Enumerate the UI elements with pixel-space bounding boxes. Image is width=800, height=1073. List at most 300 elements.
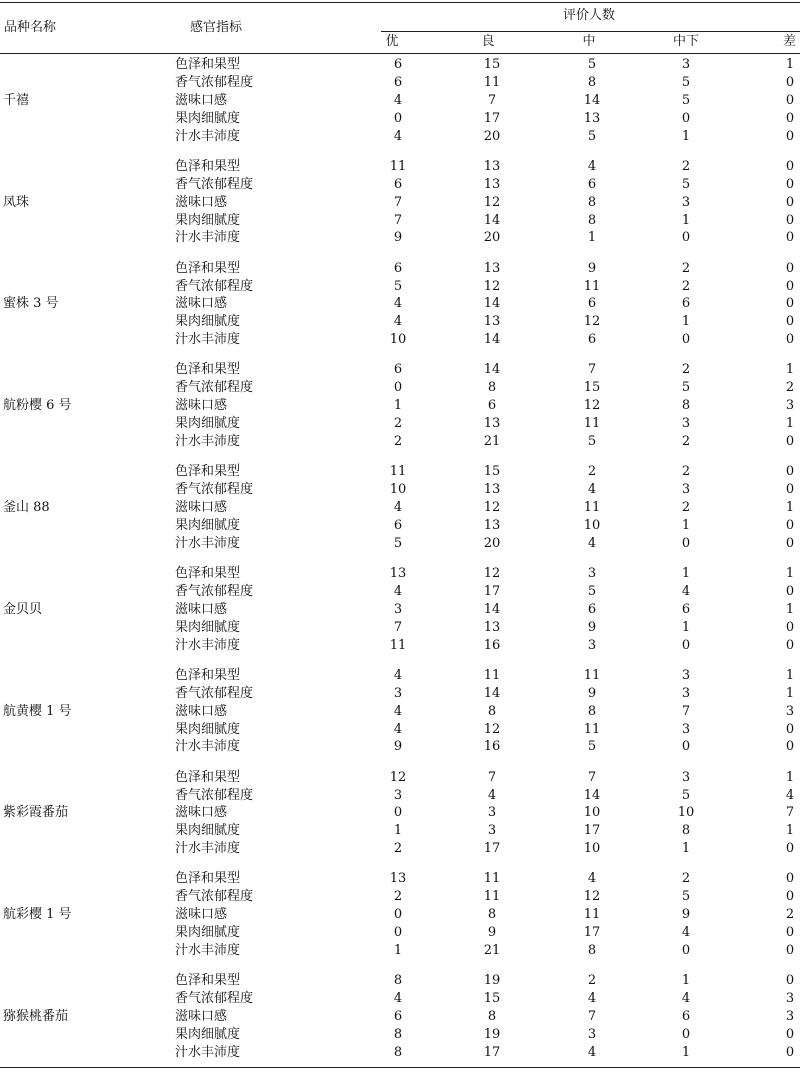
- count-cell: 7: [681, 703, 691, 719]
- count-cell: 0: [393, 110, 403, 126]
- count-cell: 1: [681, 517, 691, 533]
- count-cell: 20: [483, 230, 501, 246]
- count-cell: 0: [785, 314, 795, 330]
- count-cell: 17: [583, 823, 601, 839]
- count-cell: 7: [587, 769, 597, 785]
- count-cell: 0: [785, 841, 795, 857]
- count-cell: 1: [785, 769, 795, 785]
- sensory-indicator-cell: 滋味口感: [175, 907, 228, 923]
- sensory-indicator-cell: 色泽和果型: [175, 871, 241, 887]
- count-cell: 2: [587, 973, 597, 989]
- count-cell: 0: [681, 535, 691, 551]
- count-cell: 3: [681, 667, 691, 683]
- count-cell: 2: [393, 434, 403, 449]
- count-cell: 6: [393, 1009, 403, 1024]
- count-cell: 0: [785, 1044, 795, 1060]
- count-cell: 12: [483, 500, 501, 515]
- count-cell: 13: [483, 482, 501, 498]
- count-cell: 13: [483, 416, 501, 432]
- count-cell: 1: [681, 619, 691, 635]
- count-cell: 2: [681, 871, 691, 887]
- count-cell: 11: [389, 158, 407, 174]
- count-cell: 6: [587, 296, 597, 312]
- count-cell: 16: [483, 739, 501, 755]
- count-cell: 1: [785, 57, 795, 72]
- count-cell: 11: [389, 464, 407, 480]
- count-cell: 0: [785, 110, 795, 126]
- sensory-indicator-cell: 果肉细腻度: [175, 314, 241, 330]
- count-cell: 2: [681, 464, 691, 480]
- count-cell: 17: [583, 925, 601, 941]
- count-cell: 8: [487, 1009, 497, 1024]
- sensory-indicator-cell: 色泽和果型: [175, 769, 241, 785]
- count-cell: 1: [785, 566, 795, 581]
- count-cell: 0: [785, 535, 795, 551]
- count-cell: 10: [583, 805, 601, 821]
- count-cell: 5: [587, 128, 597, 144]
- count-cell: 13: [483, 158, 501, 174]
- count-cell: 9: [393, 739, 403, 755]
- count-cell: 1: [785, 823, 795, 839]
- count-cell: 7: [393, 619, 403, 635]
- count-cell: 6: [587, 332, 597, 348]
- count-cell: 4: [393, 667, 403, 683]
- group-header-rule: [381, 31, 800, 32]
- count-cell: 14: [483, 296, 501, 312]
- count-cell: 4: [393, 296, 403, 312]
- count-cell: 12: [583, 398, 601, 414]
- count-cell: 0: [785, 721, 795, 737]
- count-cell: 12: [483, 278, 501, 294]
- count-cell: 12: [483, 721, 501, 737]
- count-cell: 4: [393, 721, 403, 737]
- count-cell: 4: [393, 128, 403, 144]
- sensory-indicator-cell: 果肉细腻度: [175, 212, 241, 228]
- count-cell: 8: [487, 703, 497, 719]
- sensory-indicator-cell: 色泽和果型: [175, 667, 241, 683]
- count-cell: 3: [393, 685, 403, 701]
- sensory-indicator-cell: 汁水丰沛度: [175, 1044, 241, 1060]
- count-cell: 5: [587, 434, 597, 449]
- count-cell: 3: [681, 57, 691, 72]
- sensory-indicator-cell: 果肉细腻度: [175, 619, 241, 635]
- count-cell: 8: [393, 1026, 403, 1042]
- count-cell: 0: [785, 74, 795, 90]
- variety-name: 紫彩霞番茄: [3, 805, 69, 821]
- count-cell: 3: [587, 1026, 597, 1042]
- count-cell: 0: [785, 158, 795, 174]
- sensory-indicator-cell: 滋味口感: [175, 500, 228, 515]
- count-cell: 2: [681, 260, 691, 276]
- count-cell: 3: [487, 805, 497, 821]
- header-variety-name: 品种名称: [4, 20, 57, 35]
- count-cell: 0: [785, 889, 795, 905]
- count-cell: 10: [583, 841, 601, 857]
- count-cell: 0: [681, 110, 691, 126]
- count-cell: 13: [583, 110, 601, 126]
- sensory-indicator-cell: 汁水丰沛度: [175, 434, 241, 449]
- count-cell: 14: [483, 601, 501, 617]
- count-cell: 1: [785, 667, 795, 683]
- count-cell: 0: [681, 1026, 691, 1042]
- count-cell: 1: [681, 128, 691, 144]
- count-cell: 12: [389, 769, 407, 785]
- count-cell: 0: [785, 332, 795, 348]
- count-cell: 11: [483, 667, 501, 683]
- bottom-rule: [0, 1067, 800, 1068]
- count-cell: 11: [583, 667, 601, 683]
- count-cell: 1: [785, 500, 795, 515]
- count-cell: 0: [785, 973, 795, 989]
- count-cell: 4: [785, 787, 795, 803]
- count-cell: 14: [583, 92, 601, 108]
- count-cell: 14: [483, 212, 501, 228]
- count-cell: 2: [681, 362, 691, 378]
- count-cell: 2: [393, 841, 403, 857]
- variety-name: 猕猴桃番茄: [3, 1009, 69, 1024]
- variety-name: 金贝贝: [3, 601, 43, 617]
- count-cell: 14: [483, 362, 501, 378]
- count-cell: 10: [389, 332, 407, 348]
- count-cell: 13: [483, 176, 501, 192]
- count-cell: 4: [393, 314, 403, 330]
- sensory-indicator-cell: 汁水丰沛度: [175, 128, 241, 144]
- count-cell: 9: [393, 230, 403, 246]
- count-cell: 4: [587, 158, 597, 174]
- count-cell: 5: [681, 92, 691, 108]
- count-cell: 0: [681, 739, 691, 755]
- sensory-indicator-cell: 汁水丰沛度: [175, 637, 241, 653]
- count-cell: 12: [583, 889, 601, 905]
- count-cell: 0: [785, 619, 795, 635]
- count-cell: 0: [785, 212, 795, 228]
- sensory-indicator-cell: 香气浓郁程度: [175, 583, 254, 599]
- count-cell: 0: [393, 805, 403, 821]
- count-cell: 11: [389, 637, 407, 653]
- count-cell: 3: [587, 566, 597, 581]
- sensory-indicator-cell: 滋味口感: [175, 601, 228, 617]
- count-cell: 3: [681, 721, 691, 737]
- header-grade-good: 良: [481, 34, 495, 49]
- sensory-indicator-cell: 香气浓郁程度: [175, 991, 254, 1007]
- count-cell: 11: [483, 871, 501, 887]
- count-cell: 5: [681, 787, 691, 803]
- count-cell: 0: [785, 260, 795, 276]
- count-cell: 4: [393, 991, 403, 1007]
- count-cell: 5: [681, 380, 691, 396]
- count-cell: 3: [393, 601, 403, 617]
- count-cell: 11: [583, 278, 601, 294]
- count-cell: 6: [587, 176, 597, 192]
- count-cell: 21: [483, 434, 501, 449]
- count-cell: 6: [393, 517, 403, 533]
- header-bottom-rule: [0, 53, 800, 54]
- count-cell: 11: [583, 500, 601, 515]
- count-cell: 0: [785, 434, 795, 449]
- count-cell: 0: [785, 128, 795, 144]
- count-cell: 1: [681, 841, 691, 857]
- sensory-indicator-cell: 汁水丰沛度: [175, 535, 241, 551]
- header-grade-below-average: 中下: [672, 34, 700, 49]
- count-cell: 6: [393, 57, 403, 72]
- sensory-indicator-cell: 色泽和果型: [175, 158, 241, 174]
- count-cell: 0: [785, 925, 795, 941]
- count-cell: 8: [587, 212, 597, 228]
- count-cell: 11: [583, 907, 601, 923]
- variety-name: 凤珠: [3, 194, 30, 210]
- count-cell: 13: [389, 871, 407, 887]
- count-cell: 2: [681, 158, 691, 174]
- count-cell: 5: [393, 535, 403, 551]
- sensory-indicator-cell: 香气浓郁程度: [175, 889, 254, 905]
- count-cell: 8: [393, 973, 403, 989]
- count-cell: 0: [681, 230, 691, 246]
- count-cell: 6: [681, 601, 691, 617]
- sensory-indicator-cell: 果肉细腻度: [175, 823, 241, 839]
- count-cell: 0: [785, 637, 795, 653]
- sensory-indicator-cell: 果肉细腻度: [175, 1026, 241, 1042]
- count-cell: 4: [393, 583, 403, 599]
- count-cell: 2: [785, 907, 795, 923]
- sensory-indicator-cell: 香气浓郁程度: [175, 176, 254, 192]
- count-cell: 5: [587, 583, 597, 599]
- count-cell: 12: [583, 314, 601, 330]
- count-cell: 1: [785, 362, 795, 378]
- sensory-indicator-cell: 汁水丰沛度: [175, 332, 241, 348]
- count-cell: 4: [681, 583, 691, 599]
- count-cell: 2: [785, 380, 795, 396]
- count-cell: 0: [785, 943, 795, 958]
- count-cell: 12: [483, 566, 501, 581]
- count-cell: 17: [483, 841, 501, 857]
- count-cell: 7: [393, 212, 403, 228]
- count-cell: 3: [681, 685, 691, 701]
- count-cell: 3: [587, 637, 597, 653]
- count-cell: 5: [393, 278, 403, 294]
- sensory-indicator-cell: 滋味口感: [175, 1009, 228, 1024]
- variety-name: 航粉樱 6 号: [3, 398, 72, 414]
- sensory-indicator-cell: 香气浓郁程度: [175, 787, 254, 803]
- count-cell: 4: [681, 925, 691, 941]
- count-cell: 4: [681, 991, 691, 1007]
- count-cell: 1: [681, 1044, 691, 1060]
- count-cell: 17: [483, 1044, 501, 1060]
- count-cell: 1: [785, 416, 795, 432]
- count-cell: 8: [587, 74, 597, 90]
- count-cell: 14: [483, 685, 501, 701]
- sensory-indicator-cell: 果肉细腻度: [175, 721, 241, 737]
- count-cell: 8: [681, 823, 691, 839]
- sensory-indicator-cell: 滋味口感: [175, 296, 228, 312]
- count-cell: 4: [393, 703, 403, 719]
- count-cell: 5: [681, 889, 691, 905]
- variety-name: 蜜株 3 号: [3, 296, 59, 312]
- count-cell: 0: [393, 380, 403, 396]
- count-cell: 9: [487, 925, 497, 941]
- count-cell: 6: [393, 260, 403, 276]
- sensory-indicator-cell: 香气浓郁程度: [175, 74, 254, 90]
- count-cell: 0: [785, 176, 795, 192]
- count-cell: 2: [681, 434, 691, 449]
- count-cell: 2: [393, 889, 403, 905]
- count-cell: 0: [393, 925, 403, 941]
- sensory-indicator-cell: 香气浓郁程度: [175, 278, 254, 294]
- variety-name: 千禧: [3, 92, 30, 108]
- count-cell: 9: [681, 907, 691, 923]
- count-cell: 1: [785, 685, 795, 701]
- count-cell: 2: [681, 278, 691, 294]
- count-cell: 17: [483, 583, 501, 599]
- count-cell: 6: [393, 362, 403, 378]
- count-cell: 1: [587, 230, 597, 246]
- count-cell: 10: [389, 482, 407, 498]
- count-cell: 3: [681, 482, 691, 498]
- sensory-indicator-cell: 香气浓郁程度: [175, 380, 254, 396]
- count-cell: 3: [785, 703, 795, 719]
- count-cell: 8: [587, 943, 597, 958]
- count-cell: 3: [681, 194, 691, 210]
- count-cell: 9: [587, 260, 597, 276]
- count-cell: 3: [785, 1009, 795, 1024]
- sensory-indicator-cell: 果肉细腻度: [175, 925, 241, 941]
- sensory-indicator-cell: 滋味口感: [175, 703, 228, 719]
- count-cell: 21: [483, 943, 501, 958]
- count-cell: 19: [483, 973, 501, 989]
- count-cell: 10: [677, 805, 695, 821]
- count-cell: 3: [681, 416, 691, 432]
- count-cell: 0: [393, 907, 403, 923]
- count-cell: 2: [681, 500, 691, 515]
- header-grade-poor: 差: [782, 34, 796, 49]
- header-grade-excellent: 优: [385, 34, 399, 49]
- sensory-indicator-cell: 汁水丰沛度: [175, 943, 241, 958]
- count-cell: 20: [483, 535, 501, 551]
- count-cell: 0: [785, 739, 795, 755]
- count-cell: 11: [483, 74, 501, 90]
- count-cell: 8: [587, 194, 597, 210]
- count-cell: 0: [785, 296, 795, 312]
- count-cell: 2: [587, 464, 597, 480]
- count-cell: 12: [483, 194, 501, 210]
- count-cell: 1: [785, 601, 795, 617]
- count-cell: 13: [483, 619, 501, 635]
- count-cell: 8: [681, 398, 691, 414]
- count-cell: 8: [487, 907, 497, 923]
- sensory-indicator-cell: 滋味口感: [175, 805, 228, 821]
- count-cell: 4: [487, 787, 497, 803]
- count-cell: 4: [587, 871, 597, 887]
- count-cell: 7: [785, 805, 795, 821]
- header-sensory-indicator: 感官指标: [190, 20, 243, 35]
- count-cell: 16: [483, 637, 501, 653]
- count-cell: 20: [483, 128, 501, 144]
- count-cell: 13: [389, 566, 407, 581]
- count-cell: 15: [483, 57, 501, 72]
- count-cell: 7: [487, 92, 497, 108]
- count-cell: 15: [483, 464, 501, 480]
- sensory-indicator-cell: 色泽和果型: [175, 464, 241, 480]
- count-cell: 0: [785, 194, 795, 210]
- count-cell: 7: [587, 1009, 597, 1024]
- count-cell: 0: [681, 637, 691, 653]
- variety-name: 航黄樱 1 号: [3, 703, 72, 719]
- count-cell: 6: [487, 398, 497, 414]
- sensory-indicator-cell: 色泽和果型: [175, 57, 241, 72]
- count-cell: 15: [583, 380, 601, 396]
- sensory-indicator-cell: 果肉细腻度: [175, 517, 241, 533]
- count-cell: 5: [587, 739, 597, 755]
- count-cell: 4: [587, 991, 597, 1007]
- count-cell: 0: [785, 482, 795, 498]
- sensory-indicator-cell: 滋味口感: [175, 92, 228, 108]
- count-cell: 0: [681, 332, 691, 348]
- count-cell: 8: [587, 703, 597, 719]
- sensory-indicator-cell: 色泽和果型: [175, 362, 241, 378]
- count-cell: 7: [587, 362, 597, 378]
- sensory-indicator-cell: 香气浓郁程度: [175, 482, 254, 498]
- sensory-indicator-cell: 色泽和果型: [175, 566, 241, 581]
- sensory-indicator-cell: 汁水丰沛度: [175, 739, 241, 755]
- count-cell: 10: [583, 517, 601, 533]
- count-cell: 0: [785, 230, 795, 246]
- count-cell: 3: [785, 991, 795, 1007]
- count-cell: 7: [487, 769, 497, 785]
- sensory-indicator-cell: 滋味口感: [175, 398, 228, 414]
- count-cell: 17: [483, 110, 501, 126]
- sensory-indicator-cell: 果肉细腻度: [175, 416, 241, 432]
- count-cell: 0: [785, 1026, 795, 1042]
- sensory-indicator-cell: 果肉细腻度: [175, 110, 241, 126]
- count-cell: 13: [483, 517, 501, 533]
- count-cell: 1: [681, 212, 691, 228]
- count-cell: 0: [785, 92, 795, 108]
- header-grade-average: 中: [582, 34, 596, 49]
- count-cell: 8: [393, 1044, 403, 1060]
- sensory-indicator-cell: 汁水丰沛度: [175, 841, 241, 857]
- count-cell: 1: [393, 943, 403, 958]
- sensory-indicator-cell: 色泽和果型: [175, 973, 241, 989]
- count-cell: 9: [587, 619, 597, 635]
- variety-name: 釜山 88: [3, 500, 50, 515]
- count-cell: 13: [483, 260, 501, 276]
- sensory-indicator-cell: 香气浓郁程度: [175, 685, 254, 701]
- count-cell: 6: [393, 176, 403, 192]
- count-cell: 5: [587, 57, 597, 72]
- count-cell: 4: [587, 1044, 597, 1060]
- count-cell: 0: [785, 517, 795, 533]
- top-rule: [0, 2, 800, 3]
- count-cell: 2: [393, 416, 403, 432]
- count-cell: 7: [393, 194, 403, 210]
- count-cell: 3: [487, 823, 497, 839]
- count-cell: 4: [393, 92, 403, 108]
- count-cell: 14: [483, 332, 501, 348]
- sensory-indicator-cell: 汁水丰沛度: [175, 230, 241, 246]
- count-cell: 6: [681, 296, 691, 312]
- count-cell: 8: [487, 380, 497, 396]
- count-cell: 13: [483, 314, 501, 330]
- count-cell: 11: [583, 721, 601, 737]
- count-cell: 6: [587, 601, 597, 617]
- count-cell: 5: [681, 176, 691, 192]
- count-cell: 5: [681, 74, 691, 90]
- count-cell: 4: [393, 500, 403, 515]
- count-cell: 1: [393, 398, 403, 414]
- count-cell: 1: [681, 314, 691, 330]
- count-cell: 0: [681, 943, 691, 958]
- count-cell: 0: [785, 871, 795, 887]
- count-cell: 14: [583, 787, 601, 803]
